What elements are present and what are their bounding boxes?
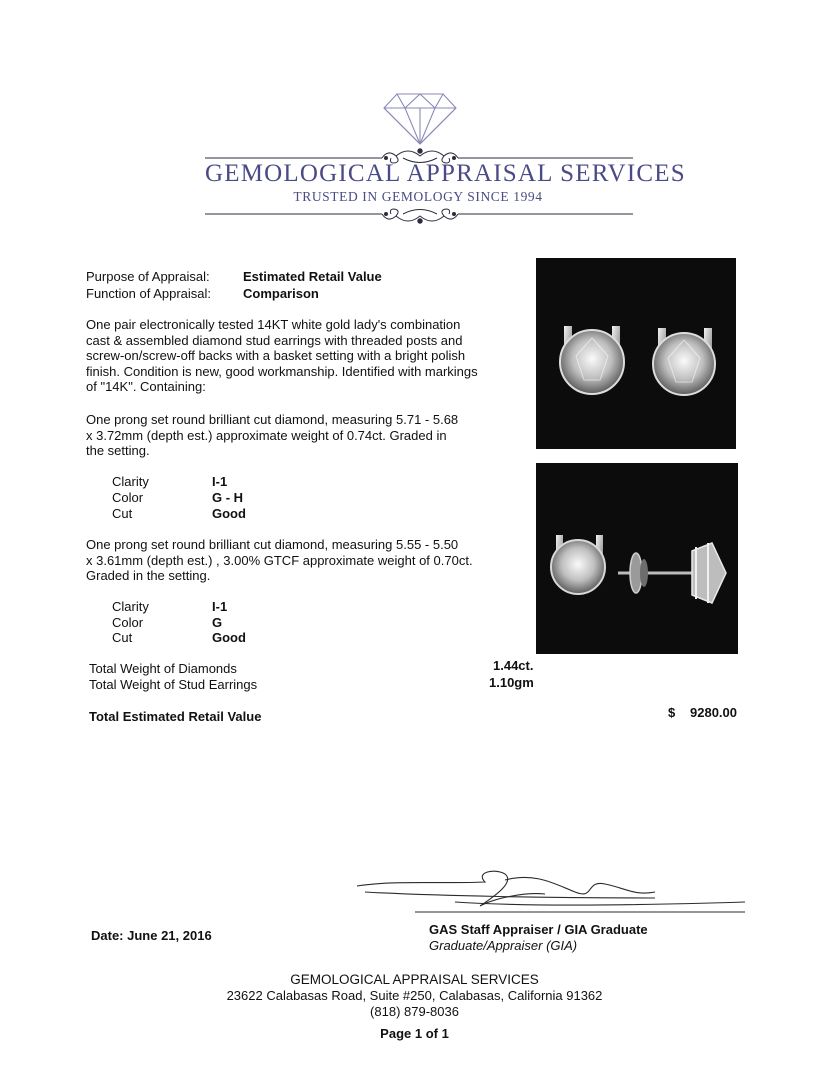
company-name: GEMOLOGICAL APPRAISAL SERVICES (205, 160, 686, 187)
purpose-value: Estimated Retail Value (243, 269, 382, 284)
diamond-2-description (86, 537, 506, 584)
diamond-2-color-value: G (212, 615, 223, 630)
earring-front-view (551, 535, 605, 594)
diamond-1-description (86, 412, 506, 459)
lower-ornament (205, 209, 633, 223)
total-diamond-weight-label: Total Weight of Diamonds (89, 661, 237, 676)
function-value: Comparison (243, 286, 319, 301)
item-description (86, 317, 506, 395)
diamond-outline-icon (384, 94, 456, 144)
appraisal-date: Date: June 21, 2016 (91, 928, 212, 943)
footer-company: GEMOLOGICAL APPRAISAL SERVICES (290, 972, 539, 987)
earring-photo-front (536, 258, 736, 449)
diamond-1-color-value: G - H (212, 490, 244, 505)
purpose-label: Purpose of Appraisal: (86, 269, 210, 284)
diamond-1-line: One prong set round brilliant cut diamond, measuring 5.71 - 5.68 (86, 412, 459, 427)
total-diamond-weight-value: 1.44ct. (493, 658, 534, 673)
total-retail-value: 9280.00 (690, 705, 737, 720)
total-earring-weight-value: 1.10gm (489, 675, 534, 690)
description-line: cast & assembled diamond stud earrings with threaded posts and (86, 332, 463, 348)
appraiser-title: GAS Staff Appraiser / GIA Graduate (429, 922, 648, 937)
total-earring-weight-label: Total Weight of Stud Earrings (89, 677, 258, 692)
diamond-1-cut-label: Cut (112, 506, 133, 521)
diamond-2-color-label: Color (112, 615, 144, 630)
currency-symbol: $ (668, 705, 676, 720)
description-line: of "14K". Containing: (86, 379, 206, 394)
diamond-1-line: the setting. (86, 443, 150, 458)
appraiser-signature (355, 862, 750, 914)
total-retail-value-label: Total Estimated Retail Value (89, 709, 262, 724)
diamond-1-color-label: Color (112, 490, 144, 505)
footer-phone: (818) 879-8036 (370, 1004, 459, 1019)
diamond-1-clarity-value: I-1 (212, 474, 228, 489)
description-line: screw-on/screw-off backs with a basket setting with a bright polish (86, 348, 466, 363)
diamond-2-line: Graded in the setting. (86, 568, 211, 583)
description-line: finish. Condition is new, good workmanship. Identified with markings (86, 363, 478, 379)
diamond-2-clarity-value: I-1 (212, 599, 228, 614)
diamond-2-line: x 3.61mm (depth est.) , 3.00% GTCF approximate weight of 0.70ct. (86, 552, 473, 568)
diamond-2-cut-label: Cut (112, 630, 133, 645)
appraiser-subtitle: Graduate/Appraiser (GIA) (429, 938, 578, 953)
description-line: One pair electronically tested 14KT white gold lady's combination (86, 317, 461, 332)
company-logo (200, 86, 686, 231)
diamond-2-cut-value: Good (212, 630, 246, 645)
diamond-2-line: One prong set round brilliant cut diamond, measuring 5.55 - 5.50 (86, 537, 459, 552)
earring-left (560, 326, 624, 394)
diamond-1-line: x 3.72mm (depth est.) approximate weight of 0.74ct. Graded in (86, 427, 447, 443)
footer-address: 23622 Calabasas Road, Suite #250, Calabasas, California 91362 (226, 988, 603, 1003)
earring-side-view (618, 543, 726, 603)
earring-photo-side (536, 463, 738, 654)
company-tagline: TRUSTED IN GEMOLOGY SINCE 1994 (293, 189, 543, 204)
diamond-1-cut-value: Good (212, 506, 246, 521)
function-label: Function of Appraisal: (86, 286, 212, 301)
diamond-2-clarity-label: Clarity (112, 599, 149, 614)
diamond-1-clarity-label: Clarity (112, 474, 149, 489)
page-number: Page 1 of 1 (380, 1026, 449, 1041)
earring-right (653, 328, 715, 395)
